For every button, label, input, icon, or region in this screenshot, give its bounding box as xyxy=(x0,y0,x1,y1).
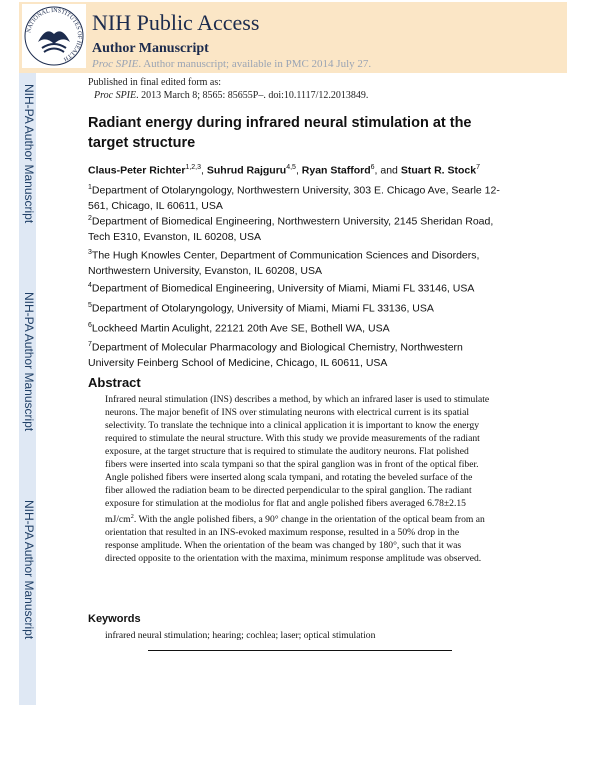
author-name: Suhrud Rajguru xyxy=(206,164,287,177)
affiliation: $^5$Department of Otolaryngology, University of Miami, Miami FL 33136, USA xyxy=(88,302,434,315)
nih-public-access-title: NIH Public Access xyxy=(92,10,260,35)
article-title: Radiant energy during infrared neural stimulation at the target structure xyxy=(88,115,472,151)
logo-ring-text: NATIONAL INSTITUTES OF HEALTH xyxy=(26,7,83,62)
hhs-logo xyxy=(22,4,86,68)
author-name: Stuart R. Stock xyxy=(400,164,477,177)
author-list: Claus-Peter Richter$^{1,2,3}$, Suhrud Rajguru$^{4,5}$, Ryan Stafford$^6$, and Stuart R. Stock$^7$ xyxy=(88,164,480,177)
author-manuscript-label: Author Manuscript xyxy=(92,41,209,56)
availability-note: Proc SPIE. Author manuscript; available in PMC 2014 July 27. xyxy=(92,58,372,70)
published-line: Published in final edited form as: xyxy=(88,77,222,88)
affiliation: $^7$Department of Molecular Pharmacology and Biological Chemistry, Northwestern University Feinberg School of Medicine, Chicago, IL 60611, USA xyxy=(88,341,463,369)
author-name: Ryan Stafford xyxy=(301,164,371,177)
keywords-list: infrared neural stimulation; hearing; cochlea; laser; optical stimulation xyxy=(105,630,376,641)
affiliation: $^1$Department of Otolaryngology, Northwestern University, 303 E. Chicago Ave, Searle 12-561, Chicago, IL 60611, USA xyxy=(88,184,500,212)
abstract-body: Infrared neural stimulation (INS) describes a method, by which an infrared laser is used to stimulate neurons. The major benefit of INS over stimulating neurons with electrical current is its spatial selectivity. To translate the technique into a clinical application it is important to know the energy required to stimulate the neural structure. With this study we provide measurements of the radiant exposure, at the target structure that is required to stimulate the auditory neurons. Flat polished fibers were inserted into scala tympani so that the spiral ganglion was in front of the optical fiber. Angle polished fibers were inserted along scala tympani, and rotating the beveled surface of the fiber allowed the radiation beam to be directed perpendicular to the spiral ganglion. The radiant exposure for stimulation at the modiolus for flat and angle polished fibers averaged 6.78±2.15 $mJ/cm^2$. With the angle polished fibers, a 90° change in the orientation of the optical beam from an orientation that resulted in an INS-evoked maximum response, resulted in a 50% drop in the response amplitude. When the orientation of the beam was changed by 180°, such that it was directed opposite to the orientation with the maxima, minimum response amplitude was observed. xyxy=(105,394,490,565)
affiliation: $^4$Department of Biomedical Engineering, University of Miami, Miami FL 33146, USA xyxy=(88,282,475,295)
section-divider xyxy=(148,650,452,651)
affiliation: $^6$Lockheed Martin Aculight, 22121 20th Ave SE, Bothell WA, USA xyxy=(88,322,390,335)
abstract-heading: Abstract xyxy=(88,375,141,390)
affiliation: $^3$The Hugh Knowles Center, Department of Communication Sciences and Disorders, Northwestern University, Evanston, IL 60208, USA xyxy=(88,249,480,277)
author-name: Claus-Peter Richter xyxy=(88,164,186,177)
citation-line: Proc SPIE. 2013 March 8; 8565: 85655P–. doi:10.1117/12.2013849. xyxy=(94,90,369,101)
affiliation: $^2$Department of Biomedical Engineering, Northwestern University, 2145 Sheridan Road, Tech E310, Evanston, IL 60208, USA xyxy=(88,215,494,243)
hhs-eagle-icon xyxy=(22,4,86,68)
publication-info xyxy=(88,76,368,102)
keywords-heading: Keywords xyxy=(88,613,141,625)
